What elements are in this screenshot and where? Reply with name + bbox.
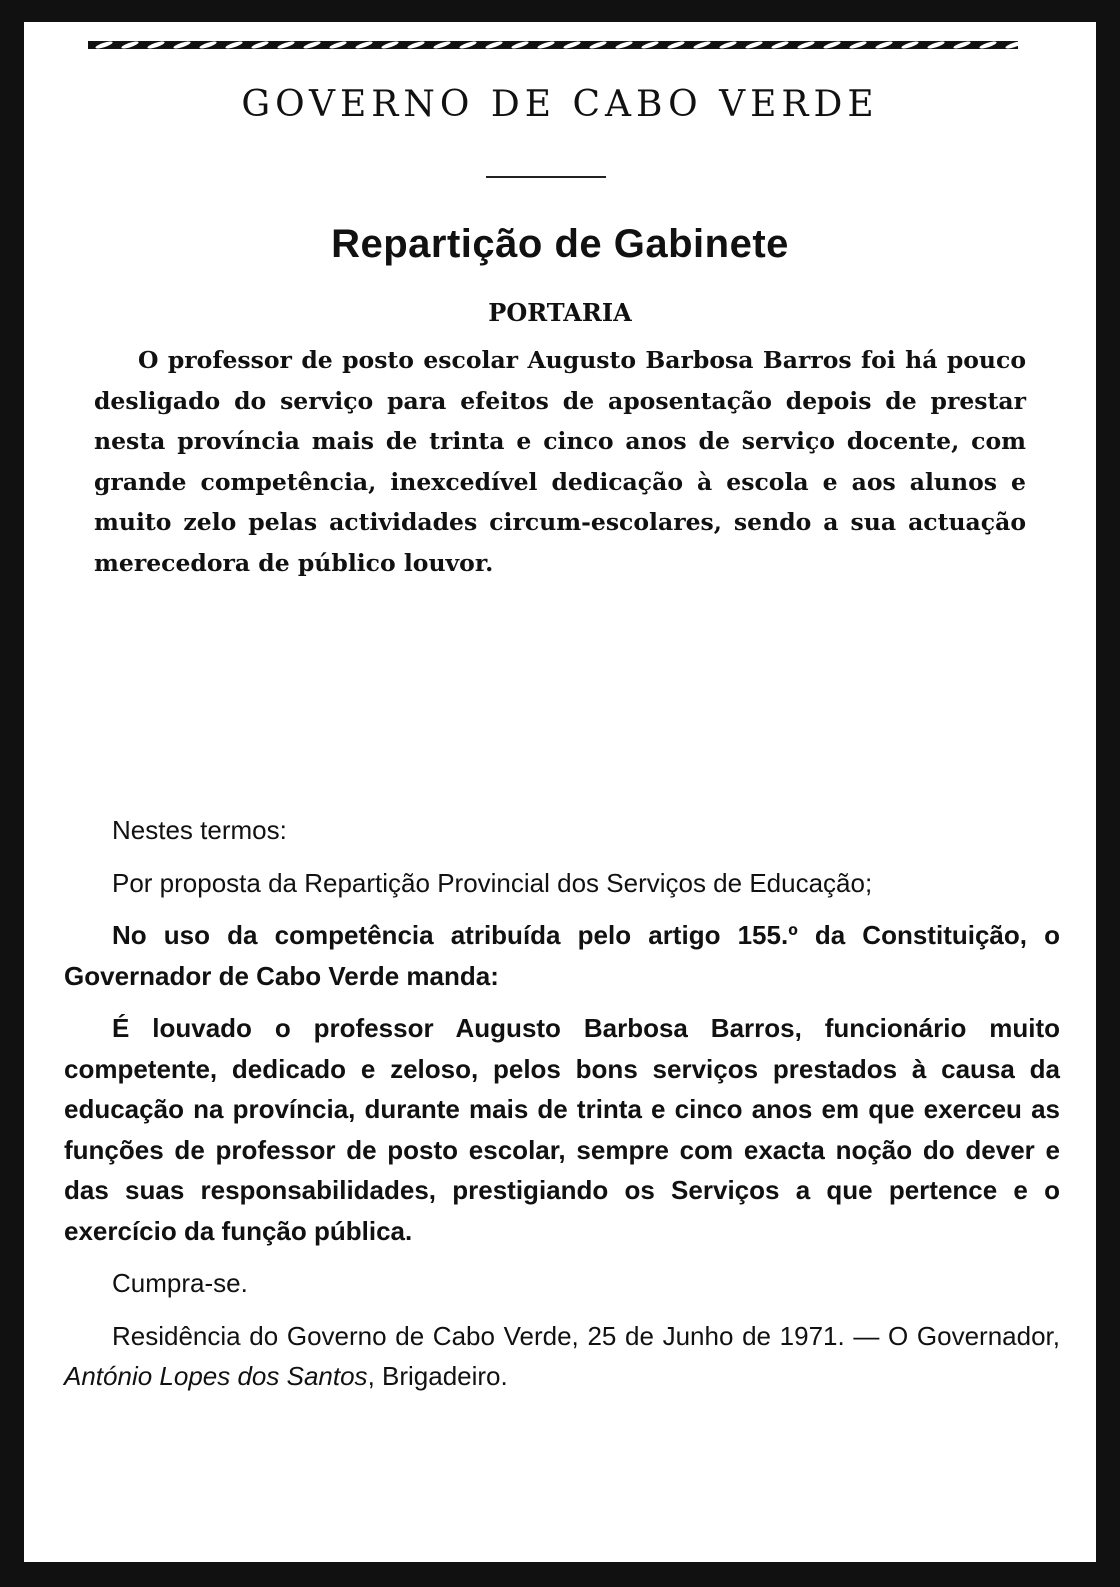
cumpra-line: Cumpra-se.	[112, 1268, 248, 1298]
document-type: PORTARIA	[488, 298, 632, 327]
document-page	[24, 22, 1096, 1562]
decree-body	[64, 810, 1060, 1397]
rope-border-ornament	[88, 34, 1018, 56]
praise-paragraph: É louvado o professor Augusto Barbosa Barros, funcionário muito competente, dedicado e zeloso, pelos bons serviços prestados à causa da educação na província, durante mais de trinta e cinco anos em que exerceu as funções de professor de posto escolar, sempre com exacta noção do dever e das suas responsabilidades, prestigiando os Serviços a que pertence e o exercício da função pública.	[64, 1013, 1060, 1246]
closing-place-date: Residência do Governo de Cabo Verde, 25 de Junho de 1971. — O Governador,	[112, 1320, 1060, 1351]
proposal-paragraph: Por proposta da Repartição Provincial dos Serviços de Educação;	[112, 867, 873, 898]
department-title: Repartição de Gabinete	[331, 222, 789, 266]
signatory-name: António Lopes dos Santos	[64, 1361, 368, 1391]
terms-line: Nestes termos:	[112, 815, 287, 845]
closing-paragraph	[64, 1316, 1060, 1397]
separator-rule	[486, 176, 606, 178]
intro-paragraph: O professor de posto escolar Augusto Barbosa Barros foi há pouco desligado do serviço para efeitos de aposentação depois de prestar nesta província mais de trinta e cinco anos de serviço docente, com grande competência, inexcedível dedicação à escola e aos alunos e muito zelo pelas actividades circum-escolares, sendo a sua actuação merecedora de público louvor.	[94, 346, 1026, 577]
government-heading: GOVERNO DE CABO VERDE	[241, 84, 879, 125]
authority-paragraph: No uso da competência atribuída pelo artigo 155.º da Constituição, o Governador de Cabo Verde manda:	[64, 920, 1060, 991]
signatory-rank: , Brigadeiro.	[367, 1361, 508, 1391]
